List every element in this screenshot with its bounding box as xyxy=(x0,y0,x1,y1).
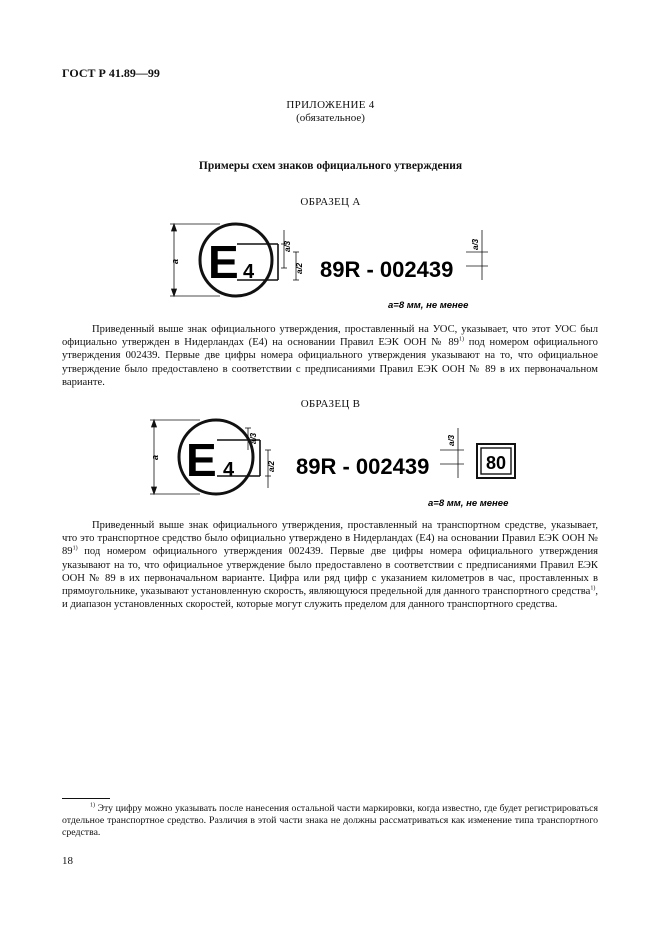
dimension-a-label-b: a xyxy=(150,454,160,460)
page-number: 18 xyxy=(62,855,73,867)
sample-b-description: Приведенный выше знак официального утверждения, проставленный на транспортном средстве, указывает, что это транспортное средство было официально утверждено в Нидерландах (E4) на основании Правил ЕЭК ООН № 89$^{1)}$ под номером официального утверждения 002439. Первые две цифры номера официального утверждения указывают на то, что официальное утверждение было предоставлено в соответствии с предписаниями Правил ЕЭК ООН № 89 в их первоначальном варианте. Цифра или ряд цифр с указанием километров в час, проставленных в прямоугольнике, указывают установленную скорость, являющуюся предельной для данного транспортного средства$^{1)}$, и диапазон установленных скоростей, которые могут служить пределом для данного транспортного средства. xyxy=(62,520,598,611)
approval-mark-a xyxy=(160,216,500,318)
appendix-status: (обязательное) xyxy=(296,112,365,124)
approval-letter-e-b: E xyxy=(186,434,217,486)
dimension-a-label: a xyxy=(170,258,180,264)
approval-number: 89R - 002439 xyxy=(320,257,454,282)
speed-value: 80 xyxy=(485,453,507,473)
size-note-b: a=8 мм, не менее xyxy=(428,498,509,509)
dimension-right-a3-label-b: a/3 xyxy=(447,434,456,446)
document-code: ГОСТ Р 41.89—99 xyxy=(62,66,160,80)
country-number-b: 4 xyxy=(223,459,235,481)
dimension-a2-label: a/2 xyxy=(295,262,304,274)
sample-a-label: ОБРАЗЕЦ А xyxy=(300,196,361,208)
sample-a-description: Приведенный выше знак официального утверждения, проставленный на УОС, указывает, что этот УОС был официально утвержден в Нидерландах (E4) на основании Правил ЕЭК ООН № 89$^{1)}$ под номером официального утверждения 002439. Первые две цифры номера официального утверждения указывают на то, что официальное утверждение было предоставлено в соответствии с предписаниями Правил ЕЭК ООН № 89 в их первоначальном варианте. xyxy=(62,324,598,388)
sample-b-label: ОБРАЗЕЦ В xyxy=(300,398,361,410)
dimension-a3-label: a/3 xyxy=(283,240,292,252)
approval-letter-e: E xyxy=(208,236,239,288)
size-note-a: a=8 мм, не менее xyxy=(388,300,469,311)
dimension-a3-label-b: a/3 xyxy=(249,432,258,444)
appendix-title: ПРИЛОЖЕНИЕ 4 xyxy=(286,99,375,111)
approval-number-b: 89R - 002439 xyxy=(296,454,430,479)
section-title: Примеры схем знаков официального утверждения xyxy=(198,160,463,172)
dimension-a2-label-b: a/2 xyxy=(267,460,276,472)
dimension-right-a3-label: a/3 xyxy=(471,238,480,250)
country-number: 4 xyxy=(243,261,255,283)
approval-mark-b xyxy=(140,414,530,516)
footnote-divider xyxy=(62,798,110,799)
footnote: $^{1)}$ Эту цифру можно указывать после нанесения остальной части маркировки, когда известно, где будет регистрироваться отдельное транспортное средство. Различия в этой части знака не должны рассматриваться как изменение типа транспортного средства. xyxy=(62,802,598,839)
